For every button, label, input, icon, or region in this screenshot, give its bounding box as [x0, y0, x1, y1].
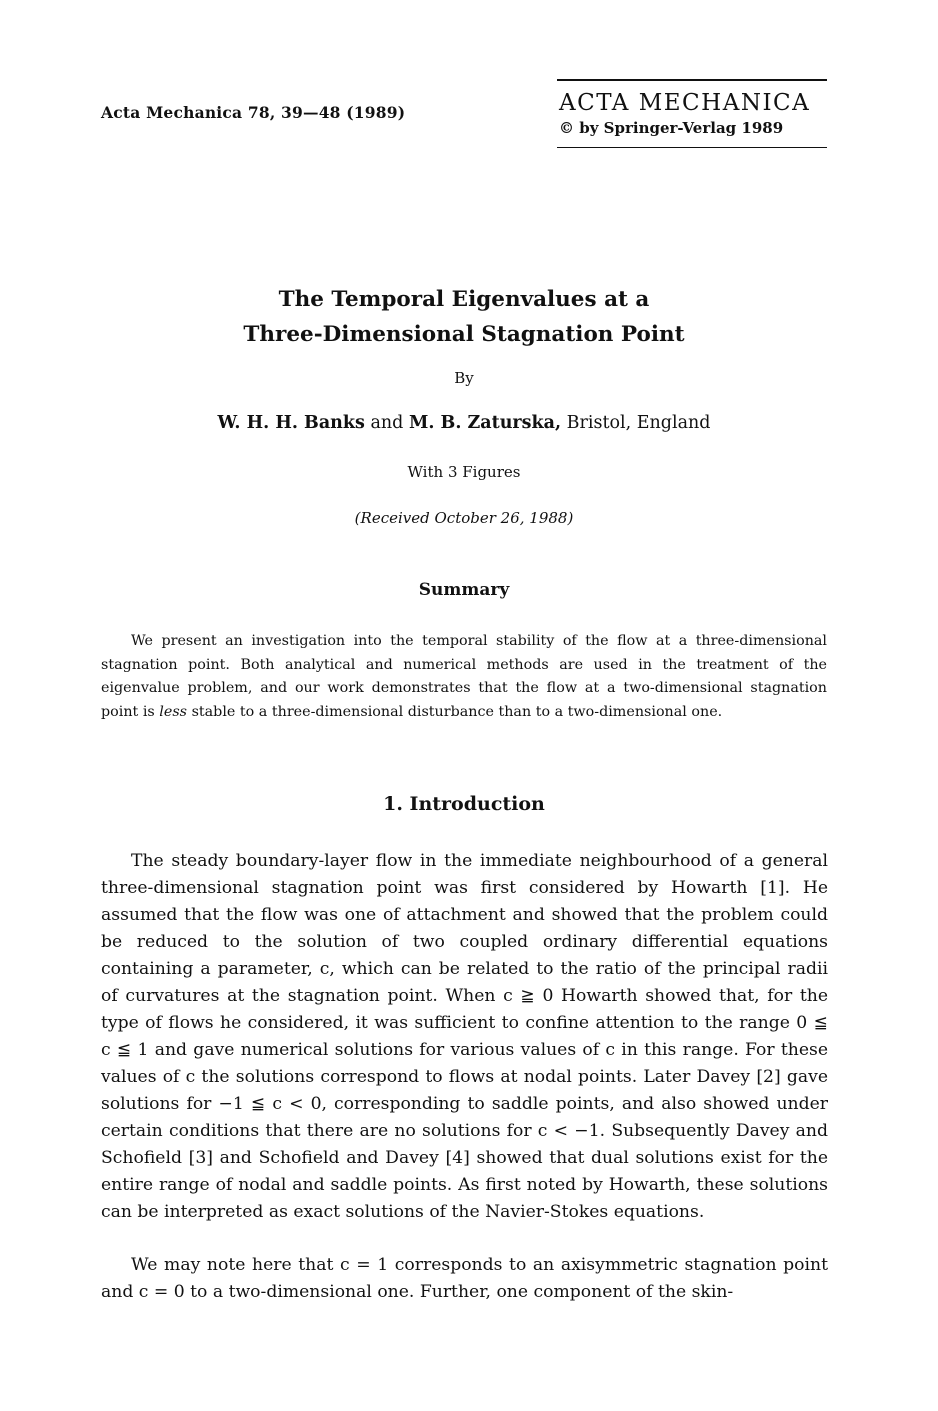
author-location: Bristol, England — [566, 413, 711, 433]
journal-name: ACTA MECHANICA — [559, 90, 811, 116]
author-1: W. H. H. Banks — [217, 413, 365, 433]
intro-paragraph-1: The steady boundary-layer flow in the immediate neighbourhood of a general three-dimensional stagnation point was first considered by Howarth [1]. He assumed that the flow was one of attachment and showed that the problem could be reduced to the solution of two coupled ordinary differential equations containing a parameter, c, which can be related to the ratio of the principal radii of curvatures at the stagnation point. When c ≧ 0 Howarth showed that, for the type of flows he considered, it was sufficient to confine attention to the range 0 ≦ c ≦ 1 and gave numerical solutions for various values of c in this range. For these values of c the solutions correspond to flows at nodal points. Later Davey [2] gave solutions for −1 ≦ c < 0, corresponding to saddle points, and also showed under certain conditions that there are no solutions for c < −1. Subsequently Davey and Schofield [3] and Schofield and Davey [4] showed that dual solutions exist for the entire range of nodal and saddle points. As first noted by Howarth, these solutions can be interpreted as exact solutions of the Navier-Stokes equations. — [101, 851, 828, 1222]
journal-masthead — [557, 79, 827, 148]
summary-text-part-2: stable to a three-dimensional disturbance than to a two-dimensional one. — [191, 703, 723, 720]
intro-paragraph-2: We may note here that c = 1 corresponds to an axisymmetric stagnation point and c = 0 to a two-dimensional one. Further, one component of the skin- — [101, 1255, 828, 1302]
paper-title — [0, 282, 928, 352]
summary-emphasis: less — [159, 703, 188, 720]
figure-count: With 3 Figures — [407, 463, 521, 481]
authors-line — [0, 413, 928, 433]
journal-citation: Acta Mechanica 78, 39—48 (1989) — [101, 103, 406, 122]
authors-conjunction: and — [370, 413, 404, 433]
title-line-1: The Temporal Eigenvalues at a — [278, 287, 650, 312]
author-2: M. B. Zaturska, — [408, 413, 562, 433]
summary-text — [101, 630, 827, 724]
received-date: (Received October 26, 1988) — [354, 509, 574, 527]
by-label: By — [454, 369, 474, 387]
title-line-2: Three-Dimensional Stagnation Point — [243, 322, 685, 347]
section-heading-introduction: 1. Introduction — [383, 793, 545, 815]
summary-text-part-1: We present an investigation into the temporal stability of the flow at a three-dimensional stagnation point. Both analytical and numerical methods are used in the treatment of the eigenvalue problem, and our work demonstrates that the flow at a two-dimensional stagnation point is — [101, 633, 827, 720]
copyright-notice: © by Springer-Verlag 1989 — [559, 119, 784, 137]
summary-heading: Summary — [418, 580, 510, 600]
